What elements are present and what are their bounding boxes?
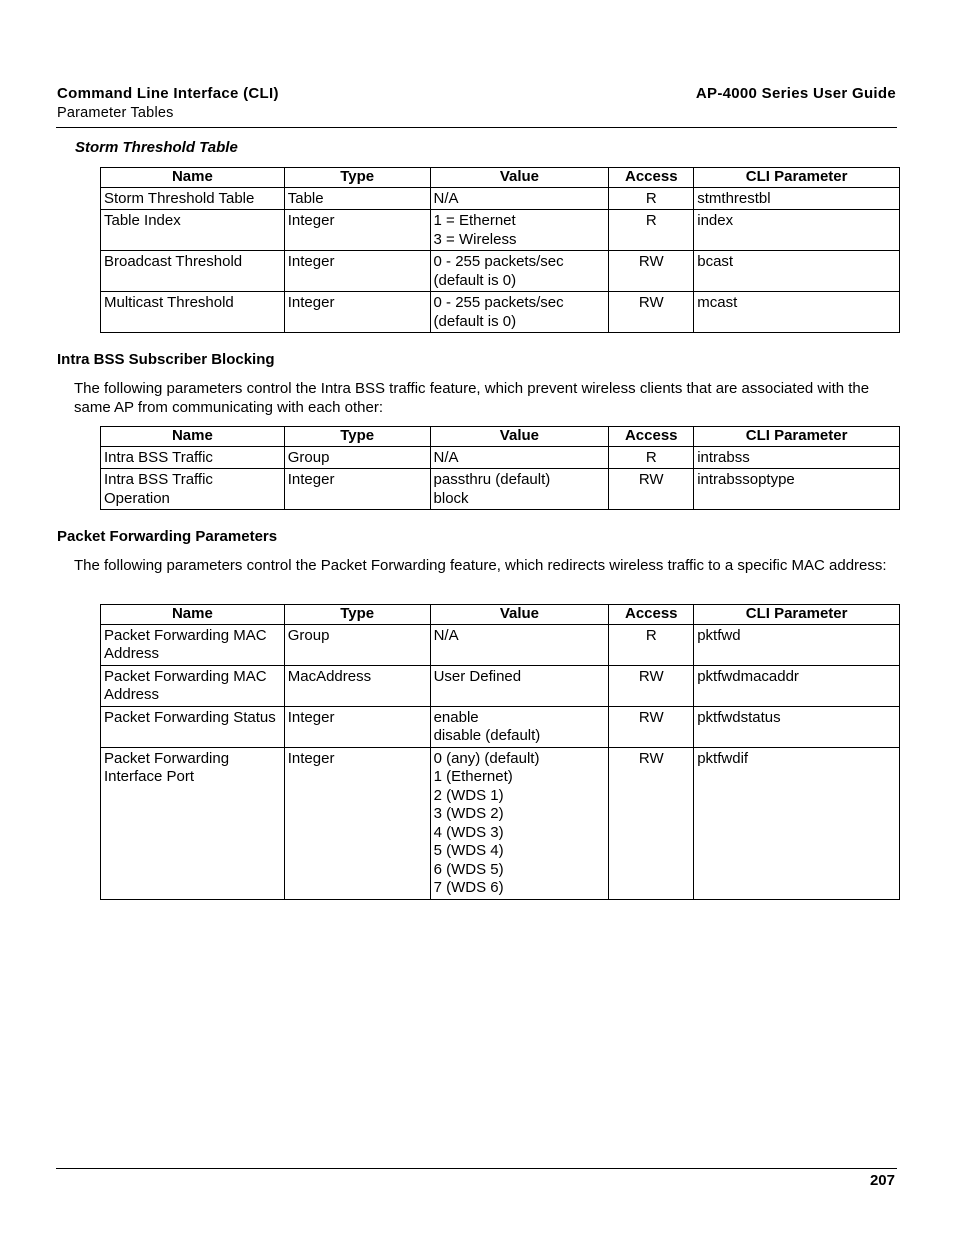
cell-value <box>430 469 609 510</box>
cell-access: RW <box>609 251 694 292</box>
col-header-type: Type <box>284 427 430 447</box>
cell-type: Table <box>284 187 430 210</box>
cell-type: Integer <box>284 292 430 333</box>
value-line: N/A <box>433 448 459 466</box>
value-line: passthru (default) <box>433 471 551 488</box>
intra-bss-heading: Intra BSS Subscriber Blocking <box>57 351 275 368</box>
storm-threshold-table <box>100 167 900 333</box>
table-row <box>101 747 900 899</box>
cell-access: RW <box>609 747 694 899</box>
cell-name: Intra BSS Traffic <box>101 446 285 469</box>
value-line: User Defined <box>433 667 522 685</box>
cell-name: Table Index <box>101 210 285 251</box>
cell-access: RW <box>609 665 694 706</box>
packet-forwarding-heading: Packet Forwarding Parameters <box>57 528 278 545</box>
value-line: N/A <box>433 189 459 207</box>
cell-cli-parameter: pktfwd <box>694 624 900 665</box>
table-row <box>101 624 900 665</box>
storm-threshold-heading: Storm Threshold Table <box>75 139 238 156</box>
table-header-row <box>101 427 900 447</box>
col-header-type: Type <box>284 605 430 625</box>
cell-type: Integer <box>284 747 430 899</box>
value-line: 5 (WDS 4) <box>433 842 504 859</box>
value-line: 3 = Wireless <box>433 230 517 248</box>
cell-cli-parameter: index <box>694 210 900 251</box>
cell-cli-parameter: intrabss <box>694 446 900 469</box>
col-header-access: Access <box>609 605 694 625</box>
intra-bss-table <box>100 426 900 510</box>
table-header-row <box>101 605 900 625</box>
cell-name: Multicast Threshold <box>101 292 285 333</box>
cell-access: RW <box>609 469 694 510</box>
cell-name: Packet Forwarding Status <box>101 706 285 747</box>
value-line: enable <box>433 708 479 726</box>
cell-value <box>430 665 609 706</box>
cell-cli-parameter: intrabssoptype <box>694 469 900 510</box>
page-number: 207 <box>869 1172 895 1189</box>
footer-rule <box>56 1168 897 1169</box>
col-header-name: Name <box>101 605 285 625</box>
cell-cli-parameter: pktfwdmacaddr <box>694 665 900 706</box>
value-line: 2 (WDS 1) <box>433 786 504 804</box>
table-row <box>101 187 900 210</box>
packet-forwarding-table <box>100 604 900 900</box>
value-line: 3 (WDS 2) <box>433 805 504 822</box>
value-line: 1 = Ethernet <box>433 212 516 229</box>
running-header-left <box>57 85 279 121</box>
value-line: block <box>433 489 469 507</box>
cell-type: Integer <box>284 469 430 510</box>
col-header-name: Name <box>101 427 285 447</box>
col-header-cli-parameter: CLI Parameter <box>694 427 900 447</box>
col-header-value: Value <box>430 605 609 625</box>
cell-name: Packet Forwarding MAC Address <box>101 624 285 665</box>
cell-cli-parameter: pktfwdstatus <box>694 706 900 747</box>
cell-value <box>430 292 609 333</box>
cell-type: Integer <box>284 251 430 292</box>
cell-access: RW <box>609 292 694 333</box>
cell-value <box>430 210 609 251</box>
table-row <box>101 665 900 706</box>
col-header-access: Access <box>609 168 694 188</box>
cell-name: Broadcast Threshold <box>101 251 285 292</box>
guide-title: AP-4000 Series User Guide <box>695 85 896 102</box>
value-line: 0 - 255 packets/sec <box>433 253 564 270</box>
cell-type: Group <box>284 624 430 665</box>
cell-cli-parameter: pktfwdif <box>694 747 900 899</box>
cell-name: Intra BSS Traffic Operation <box>101 469 285 510</box>
col-header-cli-parameter: CLI Parameter <box>694 168 900 188</box>
table-row <box>101 292 900 333</box>
header-rule <box>56 127 897 128</box>
cell-type: Group <box>284 446 430 469</box>
value-line: 7 (WDS 6) <box>433 879 504 896</box>
cell-name: Packet Forwarding Interface Port <box>101 747 285 899</box>
cell-type: Integer <box>284 706 430 747</box>
value-line: (default is 0) <box>433 271 517 289</box>
cell-access: R <box>609 187 694 210</box>
col-header-value: Value <box>430 168 609 188</box>
section-subtitle: Parameter Tables <box>57 105 174 121</box>
col-header-cli-parameter: CLI Parameter <box>694 605 900 625</box>
packet-forwarding-intro: The following parameters control the Packet Forwarding feature, which redirects wireless traffic to a specific MAC address: <box>74 557 887 574</box>
cell-cli-parameter: mcast <box>694 292 900 333</box>
value-line: 6 (WDS 5) <box>433 860 504 878</box>
cell-name: Packet Forwarding MAC Address <box>101 665 285 706</box>
cell-value <box>430 747 609 899</box>
col-header-access: Access <box>609 427 694 447</box>
col-header-type: Type <box>284 168 430 188</box>
cell-cli-parameter: stmthrestbl <box>694 187 900 210</box>
table-row <box>101 706 900 747</box>
chapter-title: Command Line Interface (CLI) <box>57 85 279 102</box>
value-line: N/A <box>433 626 459 644</box>
table-row <box>101 210 900 251</box>
cell-value <box>430 251 609 292</box>
cell-type: MacAddress <box>284 665 430 706</box>
value-line: 0 - 255 packets/sec <box>433 294 564 311</box>
table-row <box>101 251 900 292</box>
value-line: disable (default) <box>433 727 541 744</box>
cell-cli-parameter: bcast <box>694 251 900 292</box>
cell-access: RW <box>609 706 694 747</box>
cell-value <box>430 187 609 210</box>
cell-access: R <box>609 210 694 251</box>
intra-bss-intro: The following parameters control the Intra BSS traffic feature, which prevent wireless clients that are associated with the same AP from communicating with each other: <box>74 380 870 416</box>
cell-type: Integer <box>284 210 430 251</box>
col-header-name: Name <box>101 168 285 188</box>
value-line: 1 (Ethernet) <box>433 768 513 785</box>
cell-value <box>430 706 609 747</box>
cell-value <box>430 624 609 665</box>
table-header-row <box>101 168 900 188</box>
table-row <box>101 446 900 469</box>
col-header-value: Value <box>430 427 609 447</box>
table-row <box>101 469 900 510</box>
cell-access: R <box>609 446 694 469</box>
cell-value <box>430 446 609 469</box>
value-line: (default is 0) <box>433 312 517 330</box>
cell-access: R <box>609 624 694 665</box>
cell-name: Storm Threshold Table <box>101 187 285 210</box>
value-line: 4 (WDS 3) <box>433 823 504 841</box>
value-line: 0 (any) (default) <box>433 749 540 767</box>
